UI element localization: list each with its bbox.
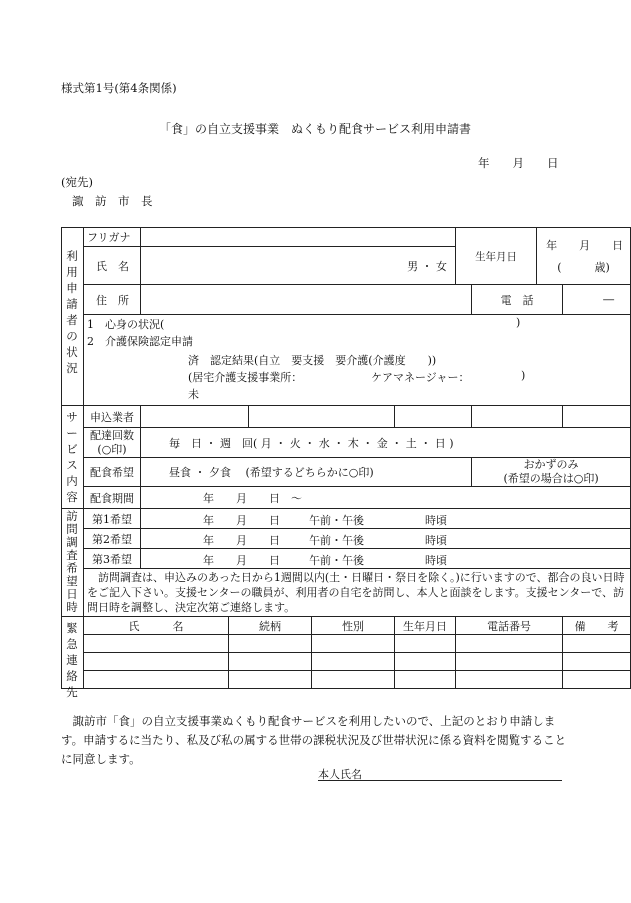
- gender-options[interactable]: 男 ・ 女: [141, 247, 456, 285]
- visit-row-1[interactable]: [141, 509, 631, 529]
- emergency-cell[interactable]: [395, 653, 456, 671]
- application-form-table: [61, 227, 631, 699]
- visit-note: 訪問調査は、申込みのあった日から1週間以内(土・日曜日・祭日を除く。)に行いますので、都合の良い日時をご記入下さい。支援センターの職員が、利用者の自宅を訪問し、本人と面談をします。支援センターで、訪問日時を調整し、決定次第ご連絡します。: [84, 569, 631, 617]
- care-manager: ケアマネージャー：: [371, 370, 470, 384]
- emergency-cell[interactable]: [312, 653, 395, 671]
- emergency-cell[interactable]: [395, 671, 456, 689]
- emergency-cell[interactable]: [563, 671, 631, 689]
- emergency-cell[interactable]: [563, 653, 631, 671]
- meal-label: 配食希望: [84, 458, 141, 487]
- emergency-cell[interactable]: [229, 671, 312, 689]
- visit-time-2: 時頃: [425, 534, 447, 547]
- visit-ampm-2: 午前・午後: [309, 534, 364, 547]
- emergency-cell[interactable]: [229, 653, 312, 671]
- operator-cell-5[interactable]: [563, 406, 631, 428]
- operator-cell-3[interactable]: [395, 406, 472, 428]
- visit-time-1: 時頃: [425, 514, 447, 527]
- emergency-cell[interactable]: [84, 653, 229, 671]
- phone-field[interactable]: ―: [563, 285, 631, 315]
- name-label: 氏 名: [84, 247, 141, 285]
- applicant-section-header: 利用申請者の状況: [62, 228, 84, 406]
- address-field[interactable]: [141, 285, 472, 315]
- condition-close: ): [516, 316, 521, 329]
- care-close: ): [521, 368, 526, 382]
- count-value[interactable]: 毎 日 ・ 週 回( 月 ・ 火 ・ 水 ・ 木 ・ 金 ・ 土 ・ 日 ): [141, 428, 631, 458]
- visit-row-2[interactable]: [141, 529, 631, 549]
- visit-label-3: 第3希望: [84, 549, 141, 569]
- period-label: 配食期間: [84, 487, 141, 509]
- phone-label: 電 話: [472, 285, 563, 315]
- insurance-label: 2 介護保険認定申請: [84, 333, 631, 350]
- insurance-status[interactable]: [84, 350, 631, 406]
- signature-label: 本人氏名: [318, 768, 362, 781]
- emergency-header-phone: 電話番号: [456, 617, 563, 635]
- age-field: ( 歳): [557, 261, 610, 274]
- signature-field[interactable]: [318, 766, 562, 781]
- consent-text: 諏訪市「食」の自立支援事業ぬくもり配食サービスを利用したいので、上記のとおり申請します。申請するに当たり、私及び私の属する世帯の課税状況及び世帯状況に係る資料を閲覧することに同意します。: [61, 714, 567, 766]
- period-value[interactable]: 年 月 日 ～: [141, 487, 631, 509]
- count-label: 配達回数 (○印): [84, 428, 141, 458]
- emergency-cell[interactable]: [456, 635, 563, 653]
- side-dish-option[interactable]: おかずのみ (希望の場合は○印): [472, 458, 631, 487]
- visit-date-3: 年 月 日: [203, 554, 280, 567]
- emergency-header-notes: 備 考: [563, 617, 631, 635]
- furigana-label: フリガナ: [84, 228, 141, 247]
- form-number: 様式第1号(第4条関係): [61, 81, 177, 95]
- birthdate-field[interactable]: [537, 228, 631, 285]
- emergency-header-relation: 続柄: [229, 617, 312, 635]
- emergency-cell[interactable]: [456, 653, 563, 671]
- emergency-cell[interactable]: [84, 635, 229, 653]
- operator-cell-4[interactable]: [472, 406, 563, 428]
- meal-value[interactable]: 昼食 ・ 夕食 (希望するどちらかに○印): [141, 458, 472, 487]
- addressee: 諏 訪 市 長: [72, 194, 153, 208]
- visit-row-3[interactable]: [141, 549, 631, 569]
- birth-ymd: 年 月 日: [546, 239, 624, 252]
- visit-date-2: 年 月 日: [203, 534, 280, 547]
- condition-row[interactable]: [84, 315, 631, 333]
- emergency-cell[interactable]: [229, 635, 312, 653]
- care-office: (居宅介護支援事業所：: [188, 370, 303, 384]
- furigana-field[interactable]: [141, 228, 456, 247]
- service-section-header: サービス内容: [62, 406, 84, 509]
- page-title: 「食」の自立支援事業 ぬくもり配食サービス利用申請書: [158, 122, 471, 136]
- emergency-cell[interactable]: [395, 635, 456, 653]
- visit-ampm-1: 午前・午後: [309, 514, 364, 527]
- visit-section-header: 訪問調査希望日時: [62, 509, 84, 617]
- insurance-done: 済 認定結果(自立 要支援 要介護(介護度 )): [188, 353, 437, 367]
- emergency-cell[interactable]: [312, 635, 395, 653]
- birthdate-label: 生年月日: [456, 228, 537, 285]
- addressee-label: (宛先): [61, 175, 93, 189]
- visit-label-2: 第2希望: [84, 529, 141, 549]
- address-label: 住 所: [84, 285, 141, 315]
- visit-label-1: 第1希望: [84, 509, 141, 529]
- insurance-not-yet: 未: [188, 387, 199, 401]
- visit-ampm-3: 午前・午後: [309, 554, 364, 567]
- operator-cell-1[interactable]: [141, 406, 249, 428]
- emergency-header-sex: 性別: [312, 617, 395, 635]
- emergency-cell[interactable]: [456, 671, 563, 689]
- emergency-cell[interactable]: [84, 671, 229, 689]
- visit-date-1: 年 月 日: [203, 514, 280, 527]
- condition-label: 1 心身の状況(: [87, 317, 165, 331]
- operator-cell-2[interactable]: [249, 406, 395, 428]
- date-line: 年 月 日: [478, 156, 559, 170]
- operator-label: 申込業者: [84, 406, 141, 428]
- emergency-header-birth: 生年月日: [395, 617, 456, 635]
- emergency-cell[interactable]: [312, 671, 395, 689]
- visit-time-3: 時頃: [425, 554, 447, 567]
- emergency-header-name: 氏 名: [84, 617, 229, 635]
- emergency-section-header: 緊急連絡先: [62, 617, 84, 689]
- emergency-cell[interactable]: [563, 635, 631, 653]
